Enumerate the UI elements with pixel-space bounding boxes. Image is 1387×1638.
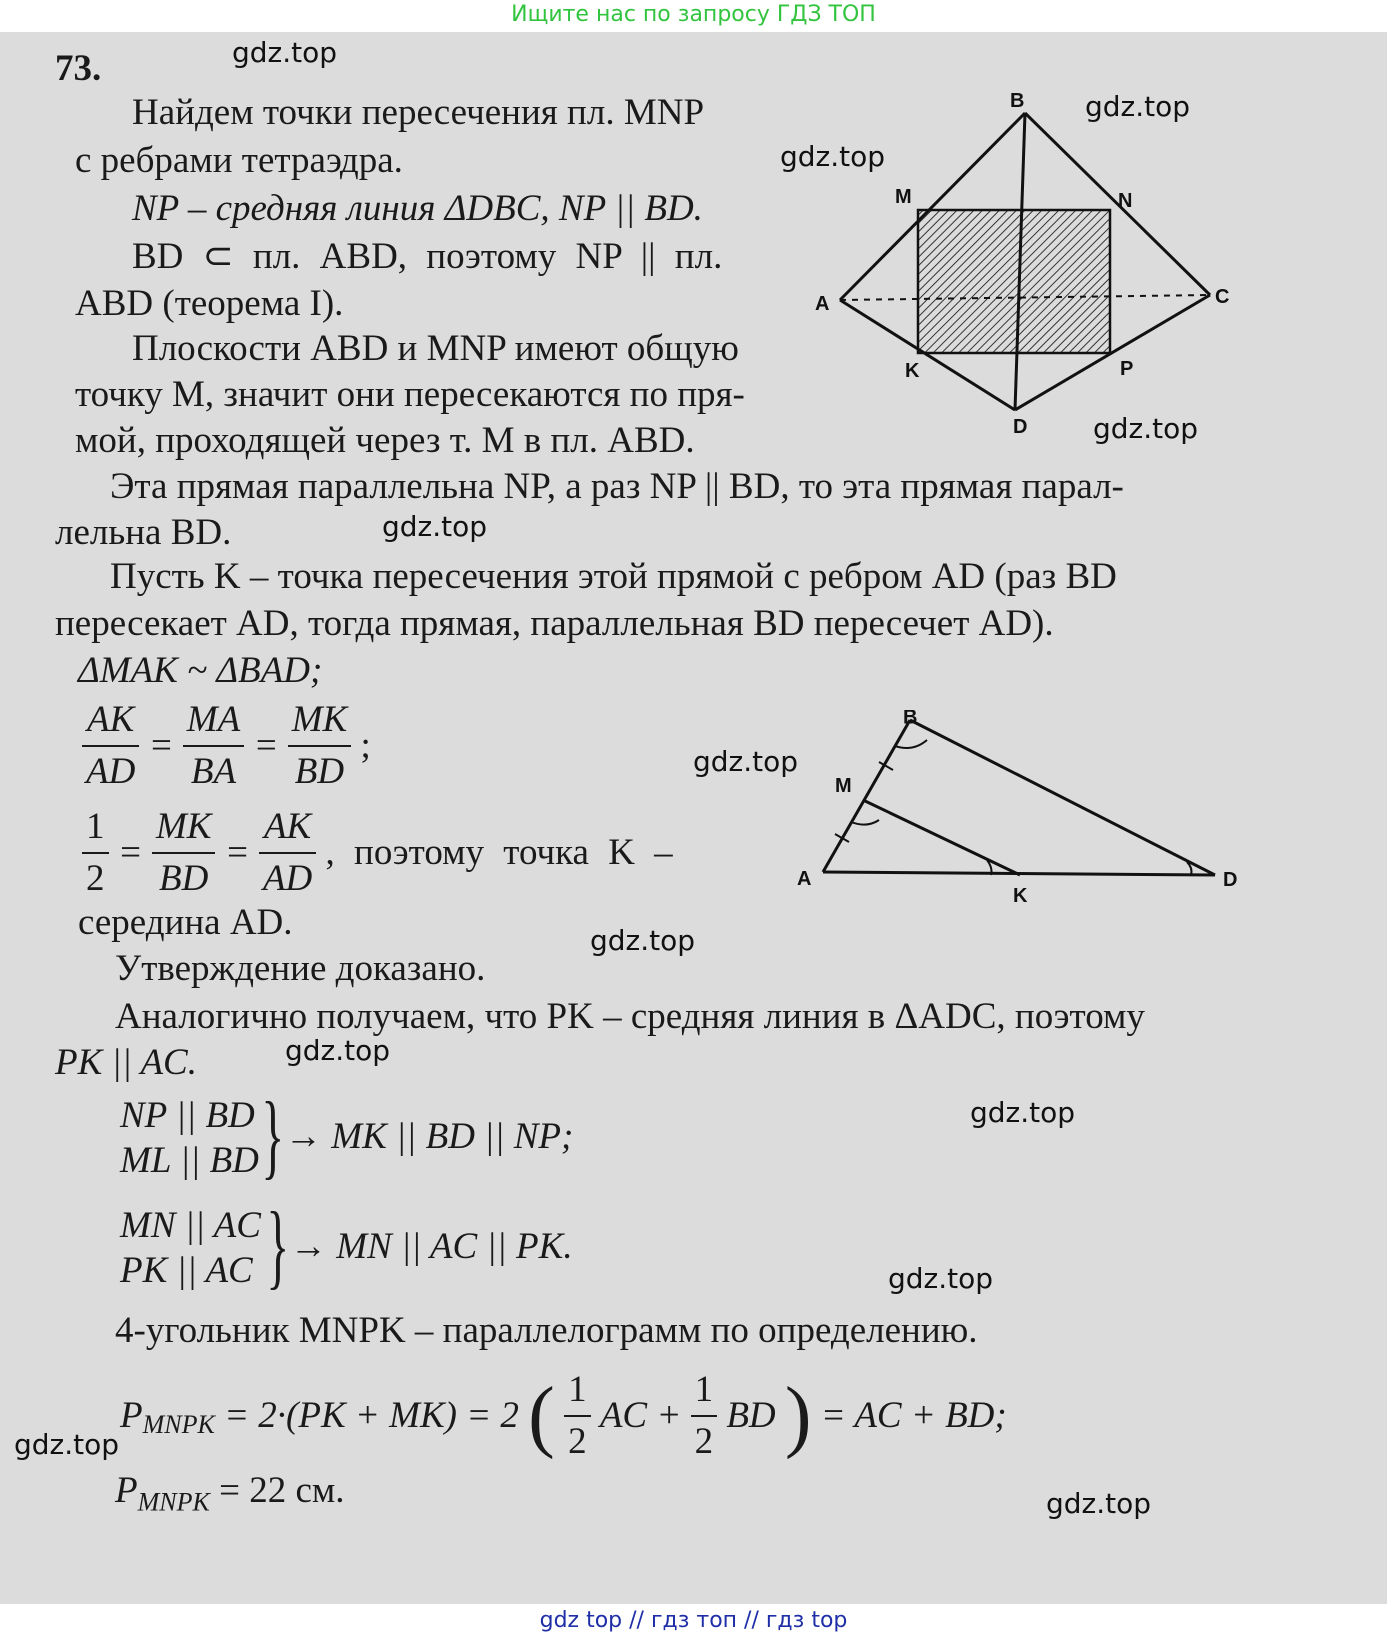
text-line-1: Найдем точки пересечения пл. MNP xyxy=(132,92,705,133)
angle-mark-b xyxy=(895,740,927,748)
system-1-line-b: ML || BD xyxy=(120,1140,259,1181)
text-line-12: пересекает AD, тогда прямая, параллельная BD пересечет AD). xyxy=(55,603,1054,644)
label-c: C xyxy=(1215,286,1230,308)
fraction-half-ac: $\frac{1}{2}$ xyxy=(564,1365,591,1467)
label-a: A xyxy=(815,293,830,315)
watermark: gdz.top xyxy=(232,36,338,69)
label-n: N xyxy=(1118,190,1133,212)
system-1-line-a: NP || BD xyxy=(120,1095,255,1136)
text-line-15: середина AD. xyxy=(78,902,293,943)
label-d: D xyxy=(1013,416,1028,438)
problem-number: 73. xyxy=(55,48,102,89)
watermark: gdz.top xyxy=(780,140,886,173)
fraction-1-2: $\frac{1}{2}$ xyxy=(82,802,109,904)
perimeter-formula: $P_{MNPK} = 2\cdot(PK + MK) = 2$ ( $\frac{1}{2}$ AC + $\frac{1}{2}$ BD ) = AC + BD; xyxy=(120,1365,1007,1467)
watermark: gdz.top xyxy=(970,1096,1076,1129)
watermark: gdz.top xyxy=(382,510,488,543)
fraction-mk-bd-2: $\frac{MK}{BD}$ xyxy=(152,802,216,904)
fraction-ak-ad-2: $\frac{AK}{AD}$ xyxy=(259,802,316,904)
top-banner[interactable]: Ищите нас по запросу ГДЗ ТОП xyxy=(511,2,876,27)
label-b: B xyxy=(1010,90,1025,112)
text-line-17: Аналогично получаем, что PK – средняя линия в ΔADC, поэтому xyxy=(115,996,1145,1037)
watermark: gdz.top xyxy=(693,745,799,778)
side-bd xyxy=(910,720,1215,875)
text-line-18: PK || AC. xyxy=(55,1042,197,1083)
system-1-result: → MK || BD || NP; xyxy=(285,1116,574,1157)
system-2-line-a: MN || AC xyxy=(120,1205,261,1246)
text-line-8: мой, проходящей через т. M в пл. ABD. xyxy=(75,420,695,461)
text-line-10: лельна BD. xyxy=(55,512,232,553)
text-line-2: с ребрами тетраэдра. xyxy=(75,140,403,181)
system-2-brace: } xyxy=(266,1192,290,1298)
fraction-mk-bd: $\frac{MK}{BD}$ xyxy=(288,695,352,797)
angle-mark-m xyxy=(851,820,879,825)
watermark: gdz.top xyxy=(1046,1487,1152,1520)
label-a2: A xyxy=(797,868,812,890)
watermark: gdz.top xyxy=(14,1428,120,1461)
text-line-11: Пусть K – точка пересечения этой прямой с ребром AD (раз BD xyxy=(110,556,1117,597)
system-1-brace: } xyxy=(261,1082,285,1188)
text-line-13: ΔMAK ~ ΔBAD; xyxy=(78,650,323,691)
text-line-3: NP – средняя линия ΔDBC, NP || BD. xyxy=(132,188,703,229)
label-p: P xyxy=(1120,358,1134,380)
fraction-ma-ba: $\frac{MA}{BA}$ xyxy=(183,695,244,797)
label-m2: M xyxy=(835,775,852,797)
bottom-footer[interactable]: gdz top // гдз топ // гдз top xyxy=(539,1608,848,1633)
text-line-7: точку M, значит они пересекаются по пря- xyxy=(75,374,745,415)
system-2-line-b: PK || AC xyxy=(120,1250,253,1291)
section-mnpk xyxy=(918,210,1110,353)
label-d2: D xyxy=(1223,869,1238,891)
watermark: gdz.top xyxy=(590,924,696,957)
label-m: M xyxy=(895,186,912,208)
watermark: gdz.top xyxy=(888,1262,994,1295)
watermark: gdz.top xyxy=(285,1034,391,1067)
text-line-6: Плоскости ABD и MNP имеют общую xyxy=(132,328,739,369)
watermark: gdz.top xyxy=(1093,412,1199,445)
system-2-result: → MN || AC || PK. xyxy=(290,1226,573,1267)
text-line-9: Эта прямая параллельна NP, а раз NP || BD, то эта прямая парал- xyxy=(110,466,1124,507)
triangle-figure xyxy=(795,710,1255,930)
proportion-row-2: $\frac{1}{2}$ = $\frac{MK}{BD}$ = $\frac{AK}{AD}$ , поэтому точка K – xyxy=(82,802,673,904)
watermark: gdz.top xyxy=(1085,90,1191,123)
proportion-row-1: $\frac{AK}{AD}$ = $\frac{MA}{BA}$ = $\frac{MK}{BD}$ ; xyxy=(82,695,371,797)
label-k2: K xyxy=(1013,885,1028,907)
text-line-4: BD ⊂ пл. ABD, поэтому NP || пл. xyxy=(132,236,723,277)
text-line-16: Утверждение доказано. xyxy=(115,948,486,989)
label-b2: B xyxy=(903,710,918,729)
perimeter-result: $P_{MNPK} = 22$ см. xyxy=(115,1470,345,1517)
label-k: K xyxy=(905,360,920,382)
fraction-half-bd: $\frac{1}{2}$ xyxy=(691,1365,718,1467)
fraction-ak-ad: $\frac{AK}{AD}$ xyxy=(82,695,139,797)
text-line-5: ABD (теорема I). xyxy=(75,283,344,324)
text-line-19: 4-угольник MNPK – параллелограмм по определению. xyxy=(115,1310,978,1351)
segment-mk xyxy=(863,800,1020,875)
